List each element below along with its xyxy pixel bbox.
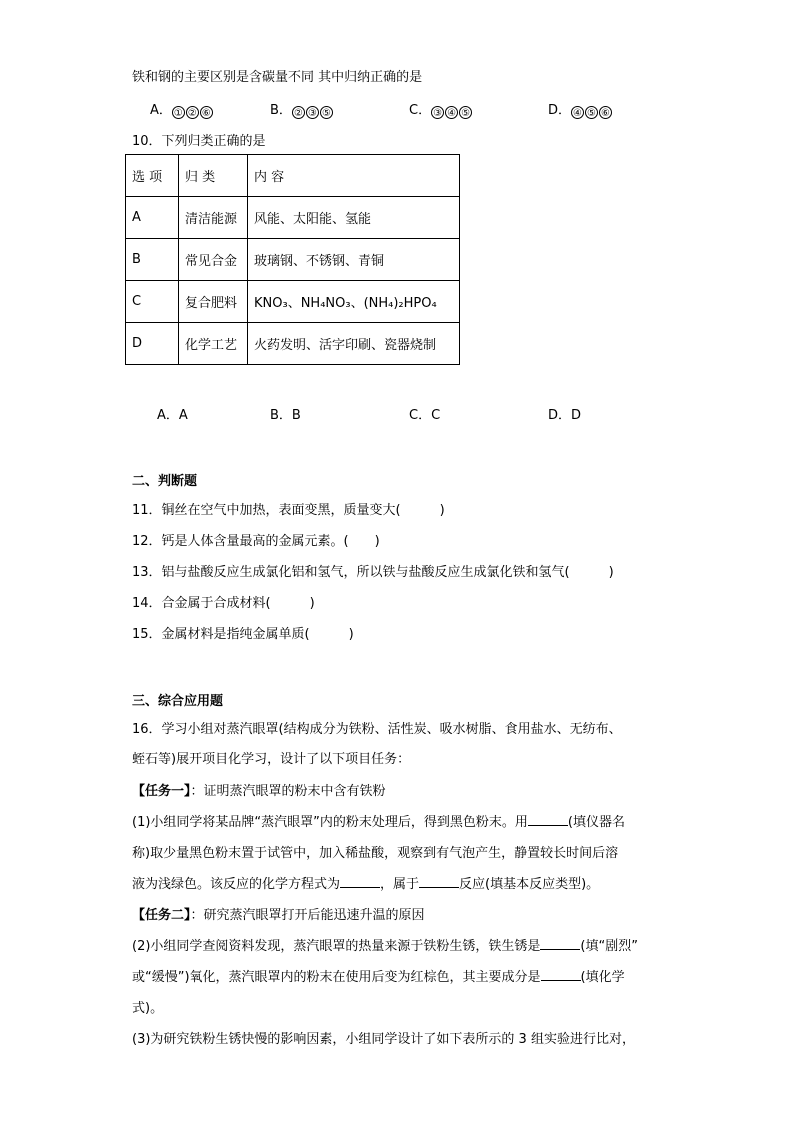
- cell-option: A: [126, 197, 179, 239]
- part2-line-3: 式)。: [132, 1001, 164, 1016]
- cell-content: 火药发明、活字印刷、瓷器烧制: [248, 323, 460, 365]
- cell-category: 清洁能源: [179, 197, 248, 239]
- cell-category: 化学工艺: [179, 323, 248, 365]
- cell-content: 风能、太阳能、氢能: [248, 197, 460, 239]
- q10-option-b[interactable]: B．B: [270, 408, 301, 423]
- task1-title: 【任务一】: [132, 784, 191, 799]
- table-row: [126, 239, 460, 281]
- judgment-item-13: 13．铝与盐酸反应生成氯化铝和氢气，所以铁与盐酸反应生成氯化铁和氢气( ): [132, 565, 614, 580]
- header-option: 选 项: [126, 155, 179, 197]
- section-title-comprehensive: 三、综合应用题: [132, 694, 224, 709]
- cell-option: D: [126, 323, 179, 365]
- answer-blank[interactable]: [340, 875, 380, 888]
- answer-blank[interactable]: [541, 968, 581, 981]
- task2-heading: [132, 904, 425, 923]
- table-header-row: [126, 155, 460, 197]
- table-row: [126, 197, 460, 239]
- section-title-judgment: 二、判断题: [132, 474, 198, 489]
- judgment-item-11: 11．铜丝在空气中加热，表面变黑，质量变大( ): [132, 503, 445, 518]
- table-row: [126, 323, 460, 365]
- cell-option: C: [126, 281, 179, 323]
- part1-line-2: 称)取少量黑色粉末置于试管中，加入稀盐酸，观察到有气泡产生，静置较长时间后溶: [132, 846, 619, 861]
- intro-line: 铁和钢的主要区别是含碳量不同 其中归纳正确的是: [132, 70, 423, 85]
- judgment-item-12: 12．钙是人体含量最高的金属元素。( ): [132, 534, 380, 549]
- header-content: 内 容: [248, 155, 460, 197]
- q10-stem: 10．下列归类正确的是: [132, 134, 266, 149]
- judgment-item-15: 15．金属材料是指纯金属单质( ): [132, 627, 354, 642]
- header-category: 归 类: [179, 155, 248, 197]
- q16-line-1: 16．学习小组对蒸汽眼罩(结构成分为铁粉、活性炭、吸水树脂、食用盐水、无纺布、: [132, 722, 622, 737]
- cell-content: KNO₃、NH₄NO₃、(NH₄)₂HPO₄: [248, 281, 460, 323]
- answer-blank[interactable]: [540, 937, 580, 950]
- cell-option: B: [126, 239, 179, 281]
- q10-option-c[interactable]: C．C: [409, 408, 441, 423]
- classification-table: [125, 154, 460, 365]
- cell-category: 常见合金: [179, 239, 248, 281]
- cell-category: 复合肥料: [179, 281, 248, 323]
- cell-content: 玻璃钢、不锈钢、青铜: [248, 239, 460, 281]
- q9-option-b[interactable]: B． ② ③ ⑤: [270, 99, 334, 119]
- task2-text: ：研究蒸汽眼罩打开后能迅速升温的原因: [190, 908, 425, 923]
- q16-line-2: 蛭石等)展开项目化学习，设计了以下项目任务：: [132, 752, 411, 767]
- part2-line-1: (2)小组同学查阅资料发现，蒸汽眼罩的热量来源于铁粉生锈，铁生锈是 (填“剧烈”: [132, 939, 638, 954]
- q9-option-a[interactable]: A． ① ② ⑥: [150, 99, 214, 119]
- q9-option-c[interactable]: C． ③ ④ ⑤: [409, 99, 473, 119]
- q9-option-d[interactable]: D． ④ ⑤ ⑥: [548, 99, 613, 119]
- part2-line-2: 或“缓慢”)氧化，蒸汽眼罩内的粉末在使用后变为红棕色，其主要成分是 (填化学: [132, 970, 625, 985]
- answer-blank[interactable]: [419, 875, 459, 888]
- task1-text: ：证明蒸汽眼罩的粉末中含有铁粉: [190, 784, 386, 799]
- q10-option-d[interactable]: D．D: [548, 408, 582, 423]
- table-row: [126, 281, 460, 323]
- task1-heading: [132, 780, 386, 799]
- answer-blank[interactable]: [528, 813, 568, 826]
- part1-line-3: 液为浅绿色。该反应的化学方程式为 ，属于 反应(填基本反应类型)。: [132, 877, 600, 892]
- task2-title: 【任务二】: [132, 908, 191, 923]
- part1-line-1: (1)小组同学将某品牌“蒸汽眼罩”内的粉末处理后，得到黑色粉末。用 (填仪器名: [132, 815, 625, 830]
- part3-line-1: (3)为研究铁粉生锈快慢的影响因素，小组同学设计了如下表所示的 3 组实验进行比对，: [132, 1032, 635, 1047]
- judgment-item-14: 14．合金属于合成材料( ): [132, 596, 315, 611]
- q10-option-a[interactable]: A．A: [157, 408, 188, 423]
